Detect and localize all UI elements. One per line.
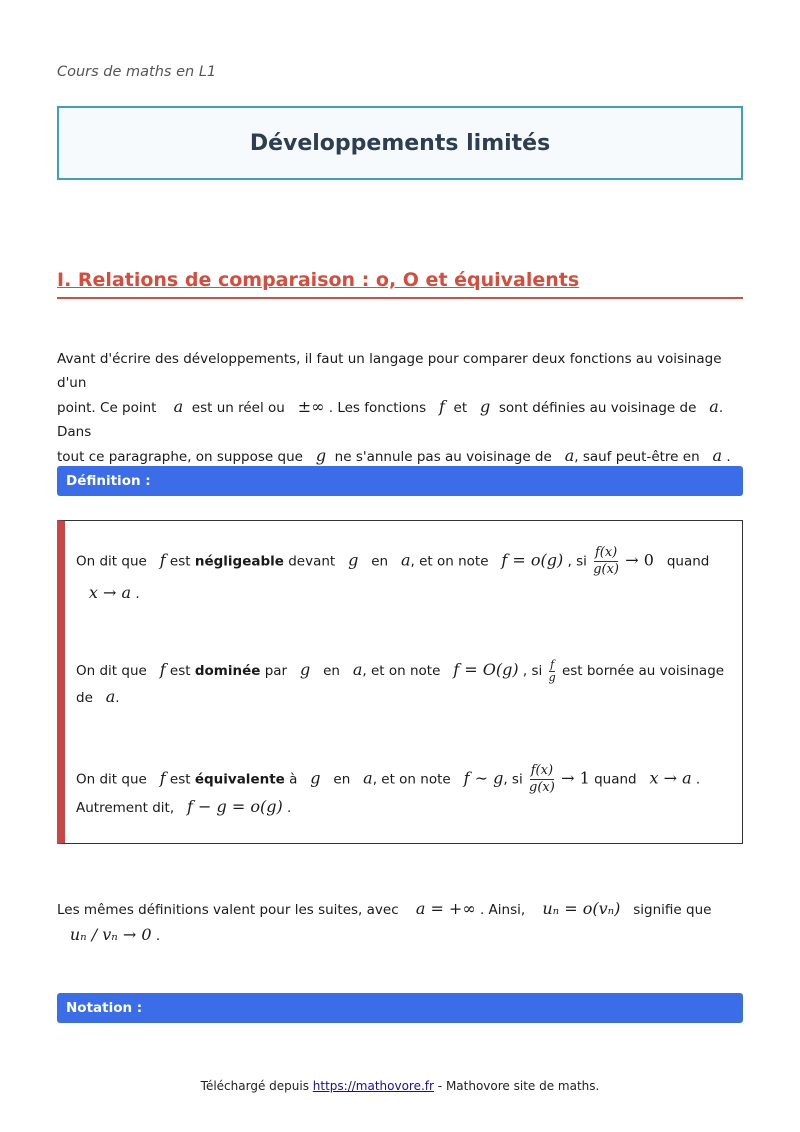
suites-text: . bbox=[155, 927, 161, 944]
section-title: I. Relations de comparaison : o, O et équivalents bbox=[57, 269, 580, 291]
def-line bbox=[76, 792, 736, 823]
def-text: . bbox=[135, 586, 140, 602]
def-text: On dit que bbox=[76, 663, 147, 679]
math-a: a bbox=[400, 550, 411, 570]
intro-text: point. Ce point bbox=[57, 400, 157, 416]
def-text: est bbox=[169, 663, 191, 679]
math-g: g bbox=[315, 446, 327, 465]
definition-equivalente bbox=[76, 763, 736, 823]
def-text: est bbox=[169, 553, 191, 570]
fraction-numerator: f(x) bbox=[594, 545, 618, 560]
def-text: Autrement dit, bbox=[76, 800, 175, 816]
fraction-denominator: g bbox=[548, 670, 556, 684]
def-text: devant bbox=[288, 553, 336, 570]
def-text: quand bbox=[594, 771, 637, 788]
math-fraction bbox=[549, 659, 556, 684]
intro-text: . Les fonctions bbox=[328, 400, 427, 416]
math-a: a bbox=[564, 446, 575, 465]
def-text: , et on note bbox=[362, 663, 441, 679]
intro-paragraph bbox=[57, 348, 743, 470]
math-limit: → 0 bbox=[625, 550, 654, 570]
def-text: à bbox=[289, 771, 298, 788]
math-equation: a = +∞ bbox=[415, 899, 476, 918]
math-a: a bbox=[352, 660, 363, 679]
def-text: . bbox=[695, 771, 701, 788]
suites-text: Les mêmes définitions valent pour les suites, avec bbox=[57, 902, 399, 918]
math-fraction bbox=[529, 763, 555, 796]
footer-prefix: Téléchargé depuis bbox=[200, 1079, 309, 1093]
def-text: On dit que bbox=[76, 771, 147, 788]
title-box bbox=[57, 106, 743, 180]
def-text: . bbox=[115, 690, 120, 706]
def-text: en bbox=[371, 553, 389, 570]
notation-bar: Notation : bbox=[57, 993, 743, 1023]
suites-paragraph bbox=[57, 897, 743, 948]
def-text: , si bbox=[522, 663, 543, 679]
def-text: est bbox=[169, 771, 191, 788]
fraction-numerator: f bbox=[550, 657, 555, 671]
def-line bbox=[76, 682, 736, 713]
math-a: a bbox=[363, 768, 373, 788]
math-a: a bbox=[709, 397, 719, 416]
def-text: , si bbox=[503, 771, 523, 788]
def-text: , et on note bbox=[372, 771, 451, 788]
fraction-denominator: g(x) bbox=[593, 562, 619, 577]
page-title: Développements limités bbox=[249, 130, 551, 156]
math-pm-infinity: ±∞ bbox=[297, 397, 325, 416]
intro-text: est un réel ou bbox=[191, 400, 285, 416]
math-equation: f − g = o(g) bbox=[187, 797, 283, 816]
def-text: en bbox=[333, 771, 351, 788]
footer bbox=[0, 1079, 800, 1093]
intro-text: et bbox=[453, 400, 468, 416]
math-f: f bbox=[439, 397, 445, 416]
math-equation: f ∼ g bbox=[463, 768, 504, 788]
math-equation: uₙ / vₙ → 0 bbox=[69, 924, 152, 944]
math-limit: x → a bbox=[649, 768, 692, 788]
math-a: a bbox=[712, 446, 723, 465]
intro-text: . Dans bbox=[57, 400, 724, 440]
definition-box bbox=[57, 520, 743, 844]
fraction-denominator: g(x) bbox=[529, 780, 555, 795]
math-limit: → 1 bbox=[561, 768, 590, 788]
suites-line-2 bbox=[57, 923, 743, 949]
intro-line-1: Avant d'écrire des développements, il faut un langage pour comparer deux fonctions au voisinage d'un bbox=[57, 351, 722, 391]
math-g: g bbox=[299, 660, 311, 679]
math-limit: x → a bbox=[88, 583, 132, 602]
footer-link[interactable]: https://mathovore.fr bbox=[312, 1079, 434, 1093]
def-text: de bbox=[76, 690, 93, 706]
suites-line-1 bbox=[57, 897, 743, 923]
def-line bbox=[76, 578, 736, 609]
fraction-numerator: f(x) bbox=[530, 763, 554, 778]
math-a: a bbox=[105, 687, 116, 706]
intro-text: tout ce paragraphe, on suppose que bbox=[57, 449, 303, 465]
def-text: , et on note bbox=[410, 553, 489, 570]
math-g: g bbox=[348, 550, 359, 570]
math-f: f bbox=[159, 768, 166, 788]
def-term: négligeable bbox=[194, 553, 284, 570]
intro-text: , sauf peut-être en bbox=[574, 449, 700, 465]
definition-bar: Définition : bbox=[57, 466, 743, 496]
def-line bbox=[76, 655, 736, 686]
def-line bbox=[76, 545, 736, 578]
suites-text: signifie que bbox=[633, 902, 712, 918]
math-f: f bbox=[159, 660, 166, 679]
intro-text: ne s'annule pas au voisinage de bbox=[334, 449, 552, 465]
suites-text: . Ainsi, bbox=[479, 902, 526, 918]
def-text: . bbox=[287, 800, 292, 816]
math-fraction bbox=[593, 545, 619, 578]
def-term: dominée bbox=[194, 663, 261, 679]
math-equation: f = O(g) bbox=[453, 660, 519, 679]
intro-text: sont définies au voisinage de bbox=[498, 400, 697, 416]
math-g: g bbox=[310, 768, 321, 788]
definition-negligeable bbox=[76, 545, 736, 609]
def-text: est bornée au voisinage bbox=[561, 663, 725, 679]
def-term: équivalente bbox=[194, 771, 285, 788]
section-heading bbox=[57, 269, 743, 299]
intro-text: . bbox=[726, 449, 731, 465]
definition-dominee bbox=[76, 655, 736, 713]
math-g: g bbox=[480, 397, 491, 416]
def-text: quand bbox=[666, 553, 710, 570]
math-a: a bbox=[173, 397, 184, 416]
def-text: par bbox=[264, 663, 288, 679]
math-equation: uₙ = o(vₙ) bbox=[542, 899, 621, 918]
course-label: Cours de maths en L1 bbox=[57, 64, 217, 80]
intro-line-2 bbox=[57, 395, 743, 444]
def-text: en bbox=[323, 663, 340, 679]
def-text: On dit que bbox=[76, 553, 147, 570]
def-text: , si bbox=[567, 553, 587, 570]
footer-suffix: - Mathovore site de maths. bbox=[437, 1079, 600, 1093]
math-f: f bbox=[159, 550, 166, 570]
math-equation: f = o(g) bbox=[501, 550, 564, 570]
